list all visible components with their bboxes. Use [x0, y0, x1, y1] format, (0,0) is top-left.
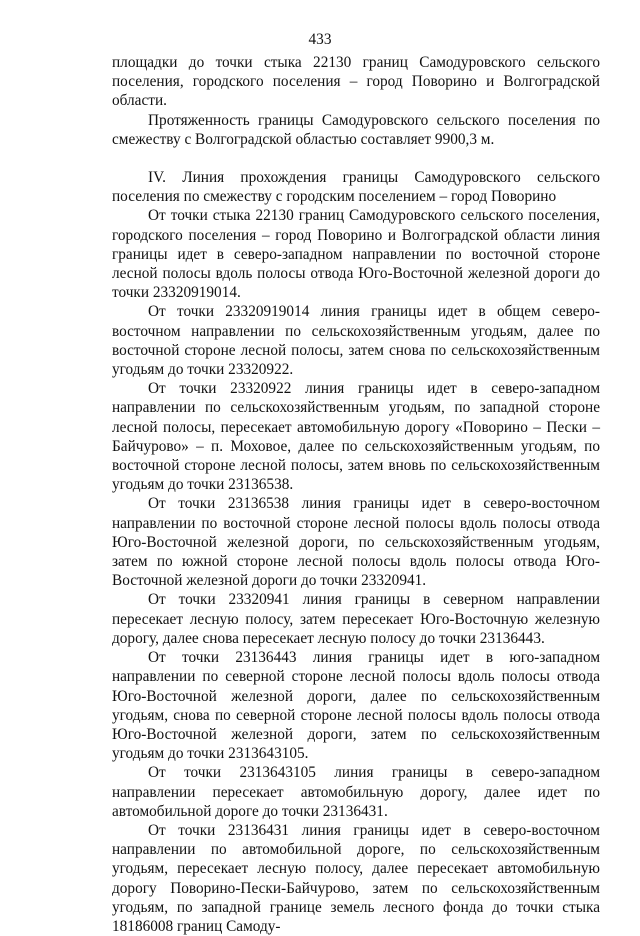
paragraph-boundary-length: Протяженность границы Самодуровского сельского поселения по смежеству с Волгоградской областью составляет 9900,3 м.: [112, 111, 600, 148]
paragraph-point-23320919014: От точки 23320919014 линия границы идет в общем северо-восточном направлении по сельскохозяйственным угодьям, далее по восточной стороне лесной полосы, затем снова по сельскохозяйственным угодьям до точки 23320922.: [112, 303, 600, 379]
paragraph-point-23320941: От точки 23320941 линия границы в северном направлении пересекает лесную полосу, затем пересекает Юго-Восточную железную дорогу, далее снова пересекает лесную полосу до точки 23136443.: [112, 591, 600, 647]
section-spacer: [112, 149, 600, 168]
paragraph-point-22130: От точки стыка 22130 границ Самодуровского сельского поселения, городского поселения – город Поворино и Волгоградской области линия границы идет в северо-западном направлении по восточной стороне лесной полосы вдоль полосы отвода Юго-Восточной железной дороги до точки 23320919014.: [112, 207, 600, 302]
paragraph-point-23136431: От точки 23136431 линия границы идет в северо-восточном направлении по автомобильной дороге, по сельскохозяйственным угодьям, пересекает лесную полосу, далее пересекает автомобильную дорогу Поворино-Пески-Байчурово, затем по сельскохозяйственным угодьям, по западной границе земель лесного фонда до точки стыка 18186008 границ Самоду-: [112, 821, 600, 935]
paragraph-point-23136538: От точки 23136538 линия границы идет в северо-восточном направлении по восточной стороне лесной полосы вдоль полосы отвода Юго-Восточной железной дороги, по сельскохозяйственным угодьям, затем по южной стороне лесной полосы вдоль полосы отвода Юго-Восточной железной дороги до точки 23320941.: [112, 495, 600, 590]
paragraph-intro-continuation: площадки до точки стыка 22130 границ Самодуровского сельского поселения, городского поселения – город Поворино и Волгоградской области.: [112, 54, 600, 110]
paragraph-point-2313643105: От точки 2313643105 линия границы в северо-западном направлении пересекает автомобильную дорогу, далее идет по автомобильной дороге до точки 23136431.: [112, 764, 600, 820]
document-body: [112, 53, 600, 936]
section-heading-iv: IV. Линия прохождения границы Самодуровского сельского поселения по смежеству с городским поселением – город Поворино: [112, 169, 600, 206]
paragraph-point-23320922: От точки 23320922 линия границы идет в северо-западном направлении по сельскохозяйственным угодьям, по западной стороне лесной полосы, пересекает автомобильную дорогу «Поворино – Пески – Байчурово» – п. Моховое, далее по сельскохозяйственным угодьям, по восточной стороне лесной полосы, затем вновь по сельскохозяйственным угодьям до точки 23136538.: [112, 380, 600, 494]
page-number: 433: [308, 31, 332, 48]
paragraph-point-23136443: От точки 23136443 линия границы идет в юго-западном направлении по северной стороне лесной полосы вдоль полосы отвода Юго-Восточной железной дороги, далее по сельскохозяйственным угодьям, снова по северной стороне лесной полосы вдоль полосы отвода Юго-Восточной железной дороги, затем по сельскохозяйственным угодьям до точки 2313643105.: [112, 649, 600, 763]
